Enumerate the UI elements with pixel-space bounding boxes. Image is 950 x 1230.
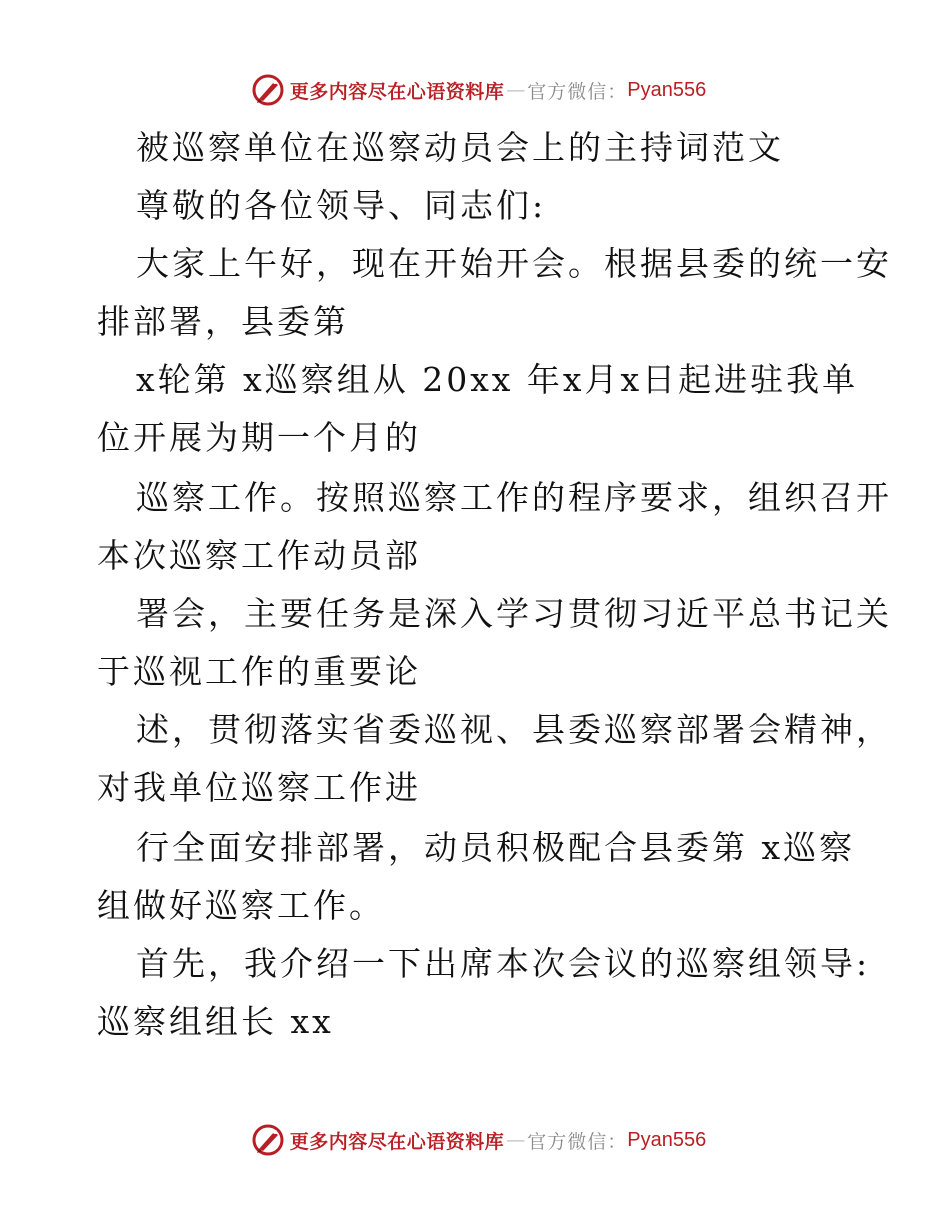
paragraph-line: 位开展为期一个月的 [97,418,421,457]
watermark-account: Pyan556 [627,1128,707,1151]
paragraph-line: 行全面安排部署，动员积极配合县委第 x巡察 [136,828,856,867]
paragraph-line: 巡察工作。按照巡察工作的程序要求，组织召开 [136,478,892,517]
paragraph-line: 对我单位巡察工作进 [97,768,421,807]
watermark-footer [0,1120,950,1160]
paragraph-line: 述，贯彻落实省委巡视、县委巡察部署会精神， [136,710,892,749]
document-title: 被巡察单位在巡察动员会上的主持词范文 [136,128,784,167]
paragraph-line: 排部署，县委第 [97,302,349,341]
watermark-header [0,70,950,110]
watermark-main-text: 更多内容尽在心语资料库 [289,1130,505,1153]
paragraph-line: 首先，我介绍一下出席本次会议的巡察组领导: [136,944,871,983]
greeting-line: 尊敬的各位领导、同志们: [136,186,547,225]
paragraph-line: x轮第 x巡察组从 20xx 年x月x日起进驻我单 [136,360,859,399]
pen-logo-icon [250,1122,286,1158]
watermark-dash: — [506,79,526,101]
paragraph-line: 巡察组组长 xx [97,1002,334,1041]
paragraph-line: 组做好巡察工作。 [97,886,385,925]
watermark-label: 官方微信： [527,1130,628,1153]
watermark-account: Pyan556 [627,78,707,101]
paragraph-line: 署会，主要任务是深入学习贯彻习近平总书记关 [136,594,892,633]
paragraph-line: 于巡视工作的重要论 [97,652,421,691]
watermark-dash: — [506,1129,526,1151]
paragraph-line: 本次巡察工作动员部 [97,536,421,575]
paragraph-line: 大家上午好，现在开始开会。根据县委的统一安 [136,244,892,283]
pen-logo-icon [250,72,286,108]
watermark-main-text: 更多内容尽在心语资料库 [289,80,505,103]
watermark-label: 官方微信： [527,80,628,103]
